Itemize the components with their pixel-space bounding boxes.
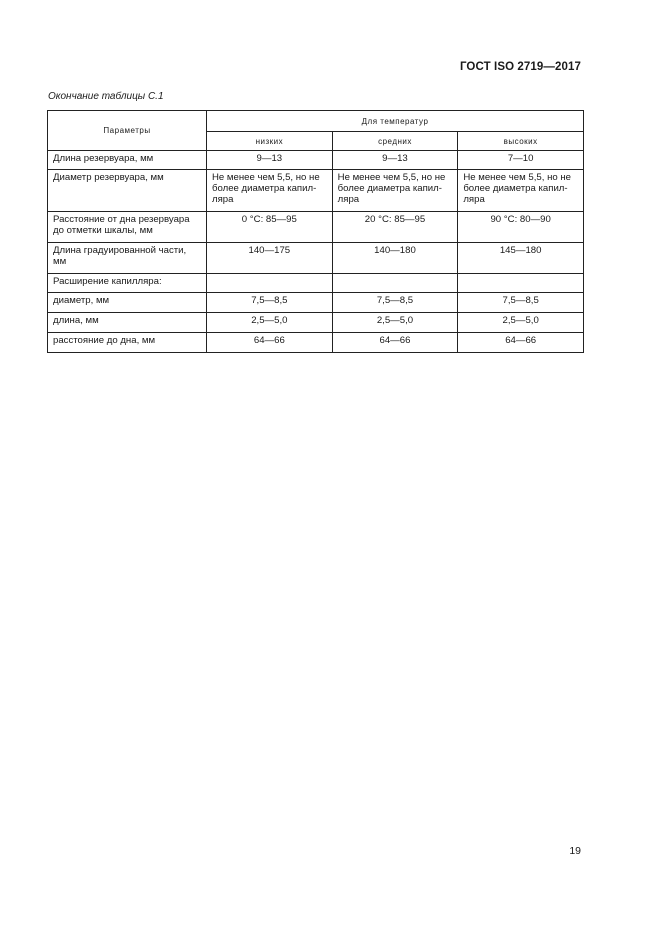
cell-low (207, 274, 333, 293)
cell-low: 2,5—5,0 (207, 313, 333, 333)
table-caption: Окончание таблицы С.1 (48, 91, 164, 102)
cell-high: Не менее чем 5,5, но не более диаметра капил-ляра (458, 170, 584, 212)
cell-medium: 7,5—8,5 (332, 293, 458, 313)
header-high: высоких (458, 132, 584, 151)
cell-low: 7,5—8,5 (207, 293, 333, 313)
table-row (48, 313, 584, 333)
row-param: Расширение капилляра: (48, 274, 207, 293)
table-row (48, 170, 584, 212)
cell-high: 7,5—8,5 (458, 293, 584, 313)
cell-medium: 9—13 (332, 151, 458, 170)
row-param: Длина градуированной части, мм (48, 243, 207, 274)
cell-medium: 140—180 (332, 243, 458, 274)
cell-medium: 2,5—5,0 (332, 313, 458, 333)
cell-high: 64—66 (458, 333, 584, 353)
table-row (48, 151, 584, 170)
cell-low: 9—13 (207, 151, 333, 170)
cell-low: 0 °С: 85—95 (207, 212, 333, 243)
page-number: 19 (569, 845, 581, 857)
row-param: Диаметр резервуара, мм (48, 170, 207, 212)
parameters-table (47, 110, 584, 353)
table-row (48, 293, 584, 313)
cell-low: 140—175 (207, 243, 333, 274)
cell-medium: 64—66 (332, 333, 458, 353)
cell-medium (332, 274, 458, 293)
header-temperature-group: Для температур (207, 111, 584, 132)
table-row (48, 274, 584, 293)
header-medium: средних (332, 132, 458, 151)
header-parameters: Параметры (48, 111, 207, 151)
cell-high: 7—10 (458, 151, 584, 170)
table-row (48, 212, 584, 243)
row-param: Расстояние от дна резервуара до отметки шкалы, мм (48, 212, 207, 243)
row-param: расстояние до дна, мм (48, 333, 207, 353)
table-row (48, 333, 584, 353)
cell-high (458, 274, 584, 293)
cell-high: 90 °С: 80—90 (458, 212, 584, 243)
cell-low: 64—66 (207, 333, 333, 353)
cell-high: 2,5—5,0 (458, 313, 584, 333)
document-code: ГОСТ ISO 2719—2017 (459, 61, 581, 73)
table-row (48, 243, 584, 274)
cell-medium: 20 °С: 85—95 (332, 212, 458, 243)
row-param: длина, мм (48, 313, 207, 333)
row-param: Длина резервуара, мм (48, 151, 207, 170)
row-param: диаметр, мм (48, 293, 207, 313)
cell-medium: Не менее чем 5,5, но не более диаметра капил-ляра (332, 170, 458, 212)
header-low: низких (207, 132, 333, 151)
cell-low: Не менее чем 5,5, но не более диаметра капил-ляра (207, 170, 333, 212)
cell-high: 145—180 (458, 243, 584, 274)
